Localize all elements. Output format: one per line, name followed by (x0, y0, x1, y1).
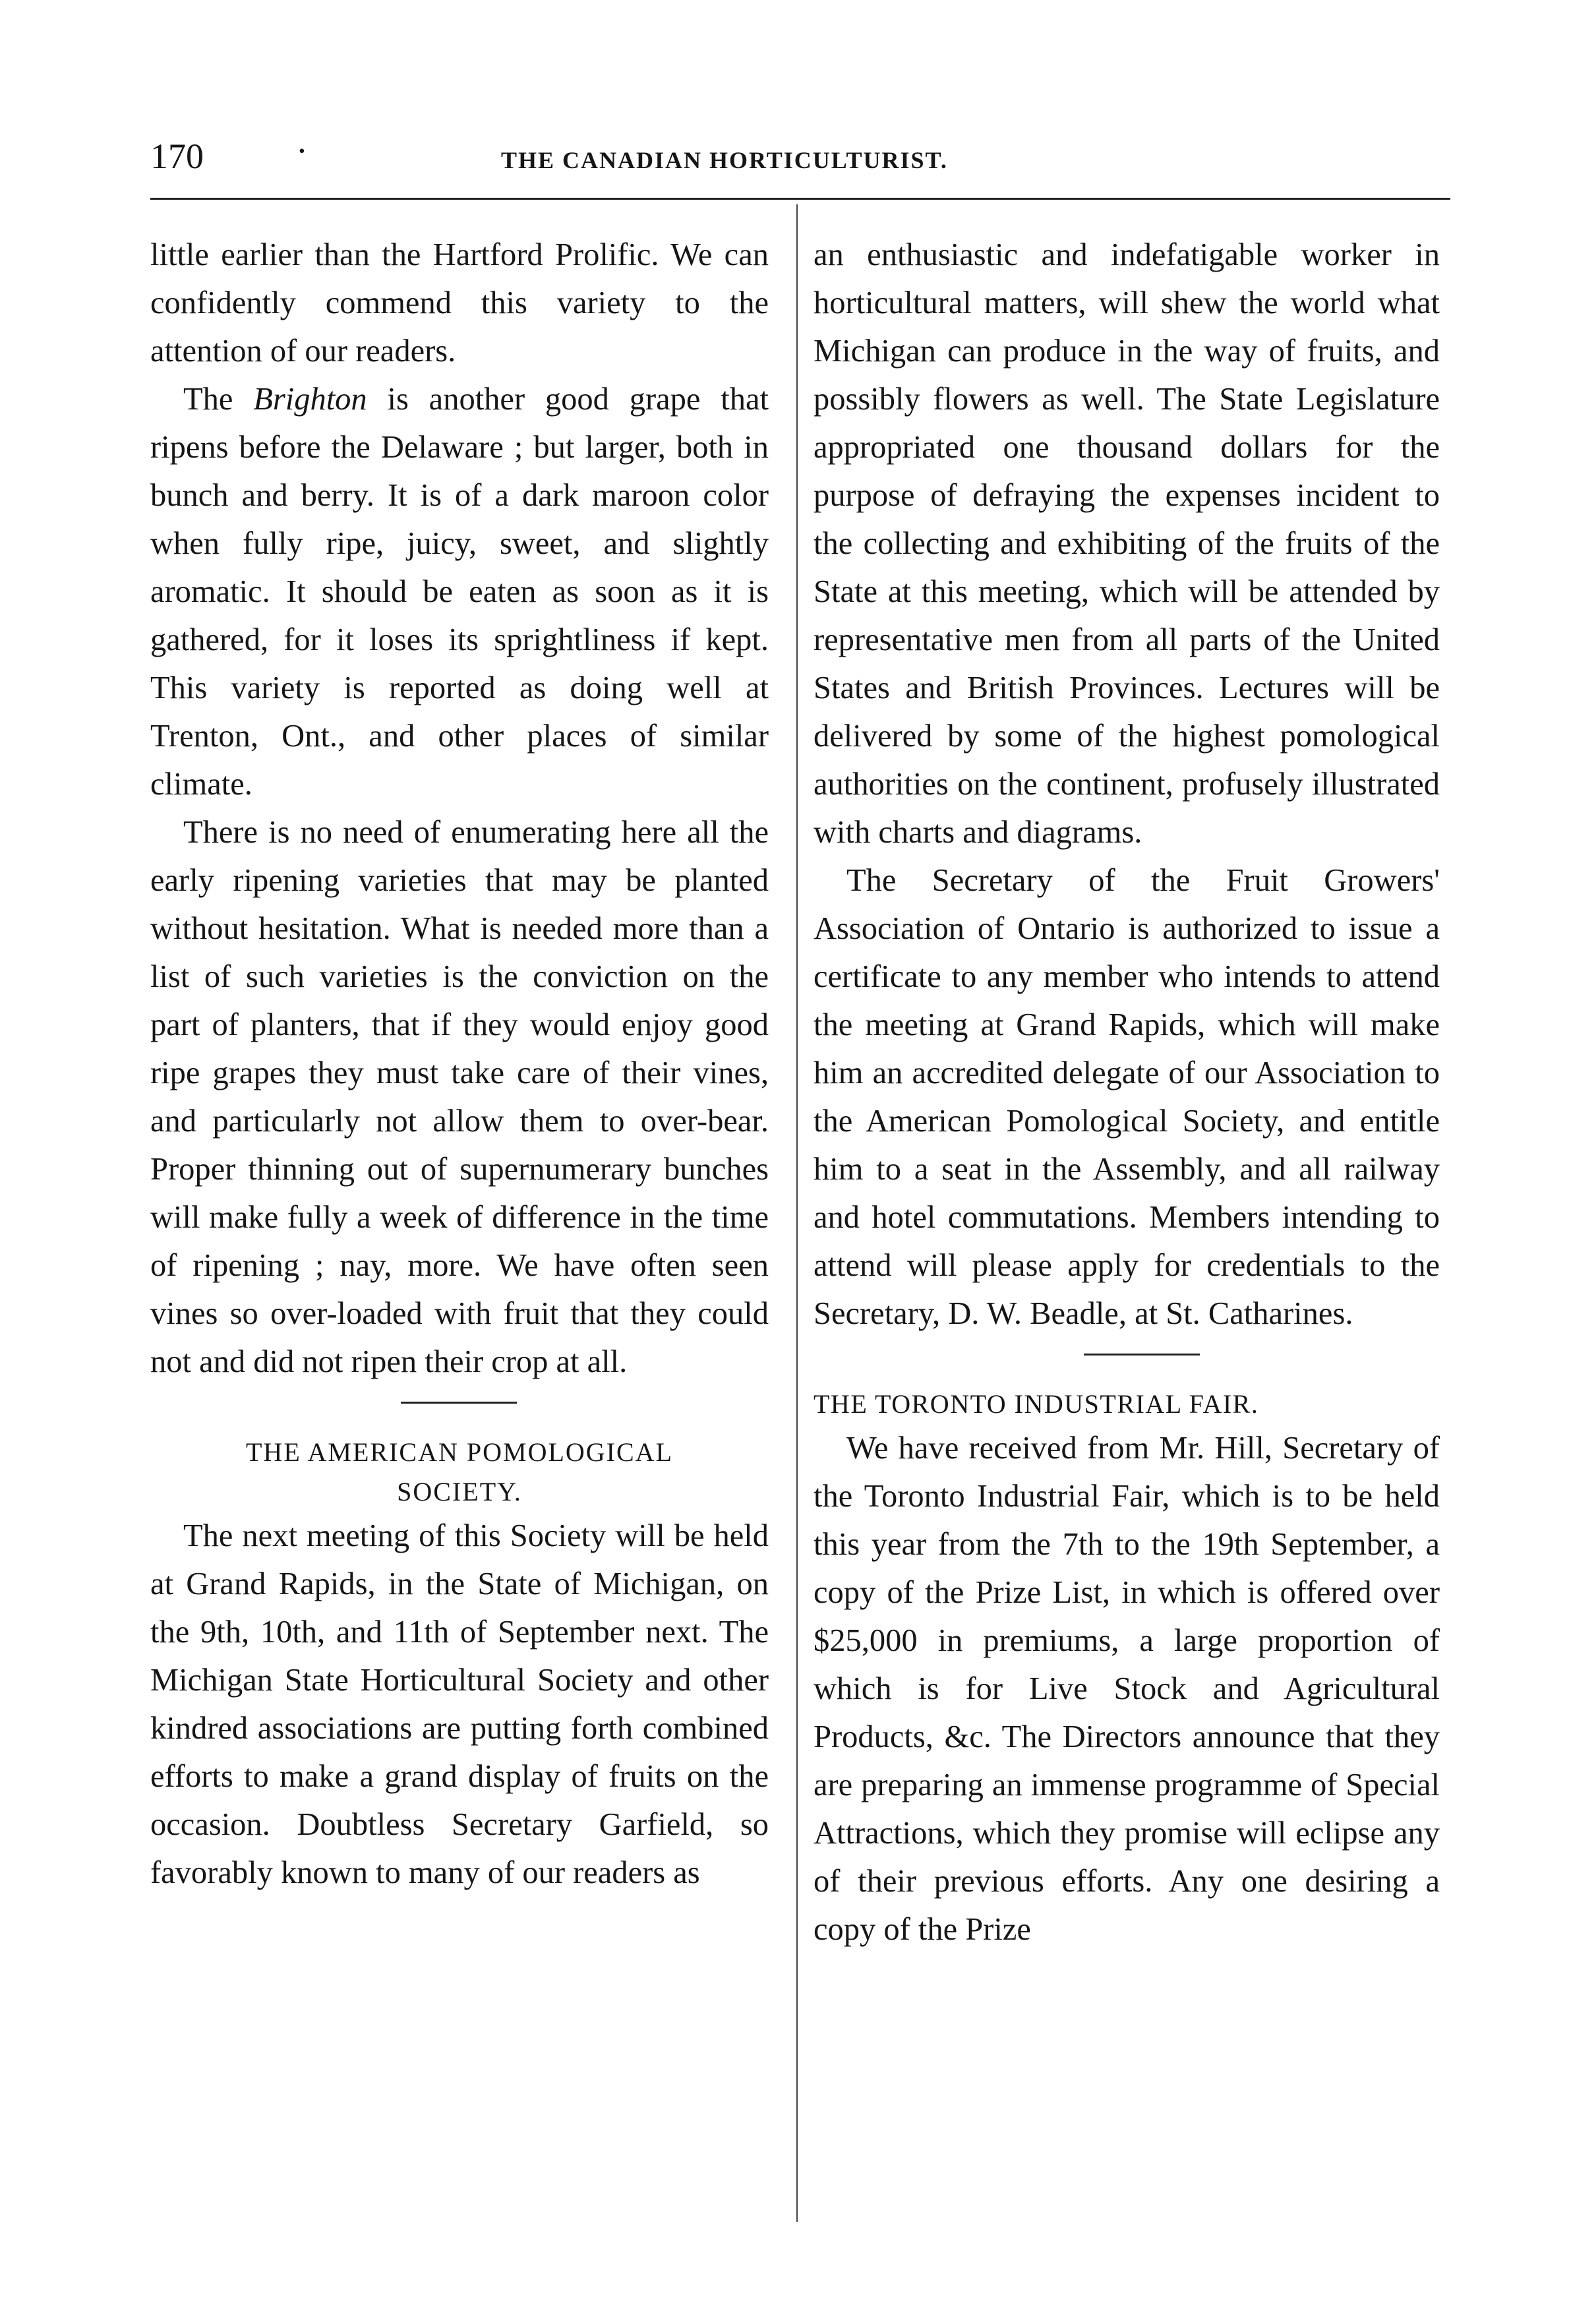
left-paragraph-4: The next meeting of this Society will be held at Grand Rapids, in the State of Michigan, on the 9th, 10th, and 11th of September next. The Michigan State Horticultural Society and other kindred associations are putting forth combined efforts to make a grand display of fruits on the occasion. Doubtless Secretary Garfield, so favorably known to many of our readers as (150, 1518, 769, 1890)
running-title: THE CANADIAN HORTICULTURIST. (501, 147, 948, 173)
right-paragraph-1: an enthusiastic and indefatigable worker in horticultural matters, will shew the world what Michigan can produce in the way of fruits, and possibly flowers as well. The State Legislature appropriated one thousand dollars for the purpose of defraying the expenses incident to the collecting and exhibiting of the fruits of the State at this meeting, which will be attended by representative men from all parts of the United States and British Provinces. Lectures will be delivered by some of the highest pomological authorities on the continent, profusely illustrated with charts and diagrams. (814, 237, 1440, 850)
section-divider-right (1084, 1354, 1200, 1356)
section-heading-toronto-fair: THE TORONTO INDUSTRIAL FAIR. (814, 1389, 1259, 1419)
section-heading-pomological (150, 1433, 769, 1512)
section-divider-left (401, 1402, 517, 1404)
left-paragraph-2-rest: is another good grape that ripens before the Delaware ; but larger, both in bunch and berry. It is of a dark maroon color when fully ripe, juicy, sweet, and slightly aromatic. It should be eaten as soon as it is gathered, for it loses its sprightliness if kept. This variety is reported as doing well at Trenton, Ont., and other places of similar climate. (150, 382, 769, 802)
right-paragraph-3: We have received from Mr. Hill, Secretary of the Toronto Industrial Fair, which is to be held this year from the 7th to the 19th September, a copy of the Prize List, in which is offered over $25,000 in premiums, a large proportion of which is for Live Stock and Agricultural Products, &c. The Directors announce that they are preparing an immense programme of Special Attractions, which they promise will eclipse any of their previous efforts. Any one desiring a copy of the Prize (814, 1431, 1440, 1947)
left-paragraph-3: There is no need of enumerating here all the early ripening varieties that may be planted without hesitation. What is needed more than a list of such varieties is the conviction on the part of planters, that if they would enjoy good ripe grapes they must take care of their vines, and particularly not allow them to over-bear. Proper thinning out of supernumerary bunches will make fully a week of difference in the time of ripening ; nay, more. We have often seen vines so over-loaded with fruit that they could not and did not ripen their crop at all. (150, 815, 769, 1379)
section-heading-pomological-line2: SOCIETY. (397, 1477, 522, 1506)
left-paragraph-2-lead: The (183, 382, 254, 417)
right-column (814, 231, 1440, 1953)
page-header (150, 132, 1450, 178)
section-heading-pomological-line1: THE AMERICAN POMOLOGICAL (246, 1437, 673, 1467)
header-rule (150, 198, 1450, 200)
column-divider (796, 204, 798, 2222)
variety-name-brighton: Brighton (253, 382, 367, 417)
left-column (150, 231, 769, 1897)
right-paragraph-2: The Secretary of the Fruit Growers' Association of Ontario is authorized to issue a certificate to any member who intends to attend the meeting at Grand Rapids, which will make him an accredited delegate of our Association to the American Pomological Society, and entitle him to a seat in the Assembly, and all railway and hotel commutations. Members intending to attend will please apply for credentials to the Secretary, D. W. Beadle, at St. Catharines. (814, 863, 1440, 1331)
left-paragraph-1: little earlier than the Hartford Prolific. We can confidently commend this variety to the attention of our readers. (150, 237, 769, 369)
left-paragraph-2 (150, 375, 769, 808)
page-number: 170 (150, 136, 204, 176)
header-separator: · (297, 132, 307, 170)
